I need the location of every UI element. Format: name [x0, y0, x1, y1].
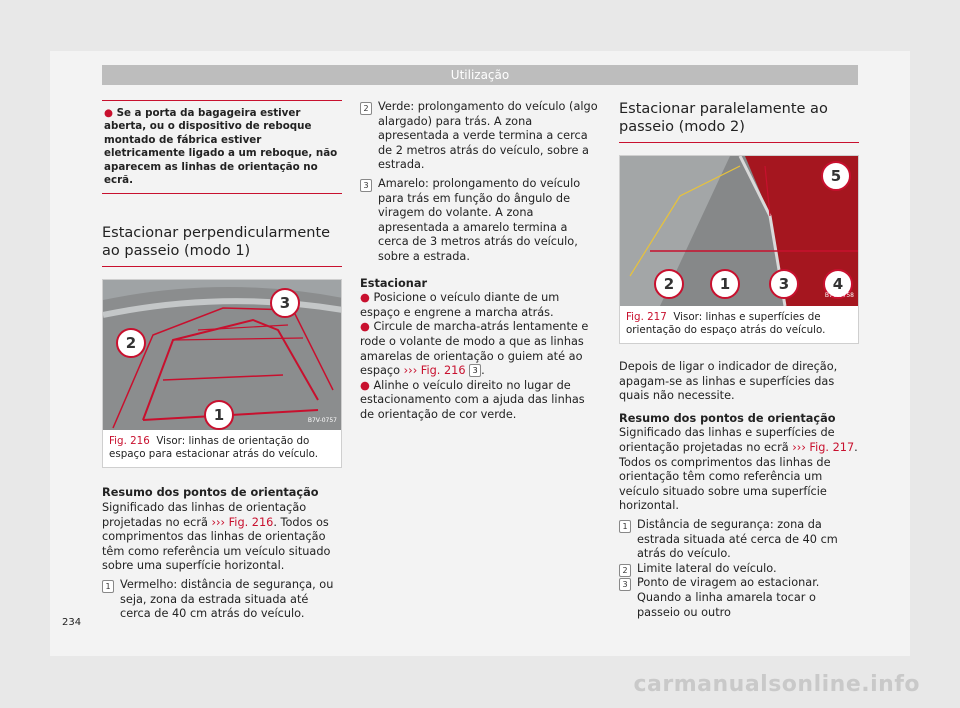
- page-number: 234: [62, 617, 82, 628]
- callout-3: 3: [270, 288, 300, 318]
- figure-code: B7V-0757: [307, 416, 337, 424]
- figure-ref-link[interactable]: ››› Fig. 217: [792, 440, 855, 454]
- item-number: 2: [360, 102, 372, 115]
- summary-text: Significado das linhas de orientação projetadas no ecrã ››› Fig. 216. Todos os comprimentos das linhas de orientação têm como referência um veículo situado sobre uma superfície horizontal.: [102, 501, 331, 573]
- item-number: 1: [619, 520, 631, 533]
- bullet-item: ● Posicione o veículo diante de um espaço e engrene a marcha atrás.: [360, 291, 560, 319]
- callout-3: 3: [769, 269, 799, 299]
- summary-title: Resumo dos pontos de orientação: [619, 411, 836, 425]
- column-2: [360, 100, 600, 422]
- subsection-title: Estacionar: [360, 276, 428, 290]
- bullet-item: ● Alinhe o veículo direito no lugar de estacionamento com a ajuda das linhas de orientação de cor verde.: [360, 378, 585, 421]
- list-item: 3 Amarelo: prolongamento do veículo para trás em função do ângulo de viragem do volante. A zona apresentada a amarelo termina a cerca de 3 metros atrás do veículo, sobre a estrada.: [360, 177, 600, 265]
- callout-2: 2: [654, 269, 684, 299]
- callout-4: 4: [823, 269, 853, 299]
- caption-text: Visor: linhas de orientação do espaço para estacionar atrás do veículo.: [109, 435, 319, 461]
- section-heading-mode2: Estacionar paralelamente ao passeio (modo 2): [619, 100, 859, 143]
- warning-text: Se a porta da bagageira estiver aberta, ou o dispositivo de reboque montado de fábrica estiver eletricamente ligado a um reboque, não aparecem as linhas de orientação no ecrã.: [104, 107, 338, 187]
- figure-label: Fig. 216: [109, 435, 150, 448]
- list-item: 2 Limite lateral do veículo.: [619, 562, 859, 577]
- list-item: 3 Ponto de viragem ao estacionar. Quando a linha amarela tocar o passeio ou outro: [619, 576, 859, 620]
- column-1: [102, 100, 342, 622]
- callout-1: 1: [710, 269, 740, 299]
- figure-code: B7V-0758: [824, 292, 854, 300]
- list-item: 1 Distância de segurança: zona da estrada situada até cerca de 40 cm atrás do veículo.: [619, 518, 859, 562]
- bullet-item: ● Circule de marcha-atrás lentamente e rode o volante de modo a que as linhas amarelas de orientação o guiem até ao espaço ››› Fig. 216 3 .: [360, 320, 589, 378]
- figure-216-caption: [103, 430, 341, 467]
- figure-ref-link[interactable]: ››› Fig. 216: [211, 515, 274, 529]
- list-item: 1 Vermelho: distância de segurança, ou seja, zona da estrada situada até cerca de 40 cm atrás do veículo.: [102, 578, 342, 622]
- item-number: 3: [619, 578, 631, 591]
- warning-box: [102, 100, 342, 194]
- figure-ref-link[interactable]: ››› Fig. 216: [403, 364, 466, 378]
- figure-label: Fig. 217: [626, 311, 667, 323]
- callout-5: 5: [821, 161, 851, 191]
- callout-2: 2: [116, 328, 146, 358]
- section-heading-mode1: Estacionar perpendicularmente ao passeio (modo 1): [102, 224, 342, 267]
- item-number: 1: [102, 580, 114, 593]
- figure-216: [102, 279, 342, 468]
- bullet-icon: ●: [104, 107, 117, 119]
- item-number: 2: [619, 564, 631, 577]
- column-3: [619, 100, 859, 620]
- figure-217: [619, 155, 859, 344]
- item-number: 3: [469, 364, 481, 377]
- figure-217-caption: [620, 306, 858, 343]
- summary-title: Resumo dos pontos de orientação: [102, 486, 319, 500]
- figure-216-image: [103, 280, 341, 430]
- list-item: 2 Verde: prolongamento do veículo (algo alargado) para trás. A zona apresentada a verde termina a cerca de 2 metros atrás do veículo, sobre a estrada.: [360, 100, 600, 173]
- item-number: 3: [360, 179, 372, 192]
- callout-1: 1: [204, 400, 234, 430]
- section-header: Utilização: [102, 65, 858, 85]
- figure-217-image: [620, 156, 858, 306]
- summary-text: Significado das linhas e superfícies de orientação projetadas no ecrã ››› Fig. 217. Todos os comprimentos das linhas de orientação têm como referência um veículo situado sobre uma superfície horizontal.: [619, 426, 858, 513]
- caption-text: Visor: linhas e superfícies de orientação do espaço atrás do veículo.: [626, 311, 826, 336]
- watermark-site: carmanualsonline.info: [633, 672, 920, 697]
- intro-text: Depois de ligar o indicador de direção, apagam-se as linhas e superfícies das quais não necessite.: [619, 360, 838, 403]
